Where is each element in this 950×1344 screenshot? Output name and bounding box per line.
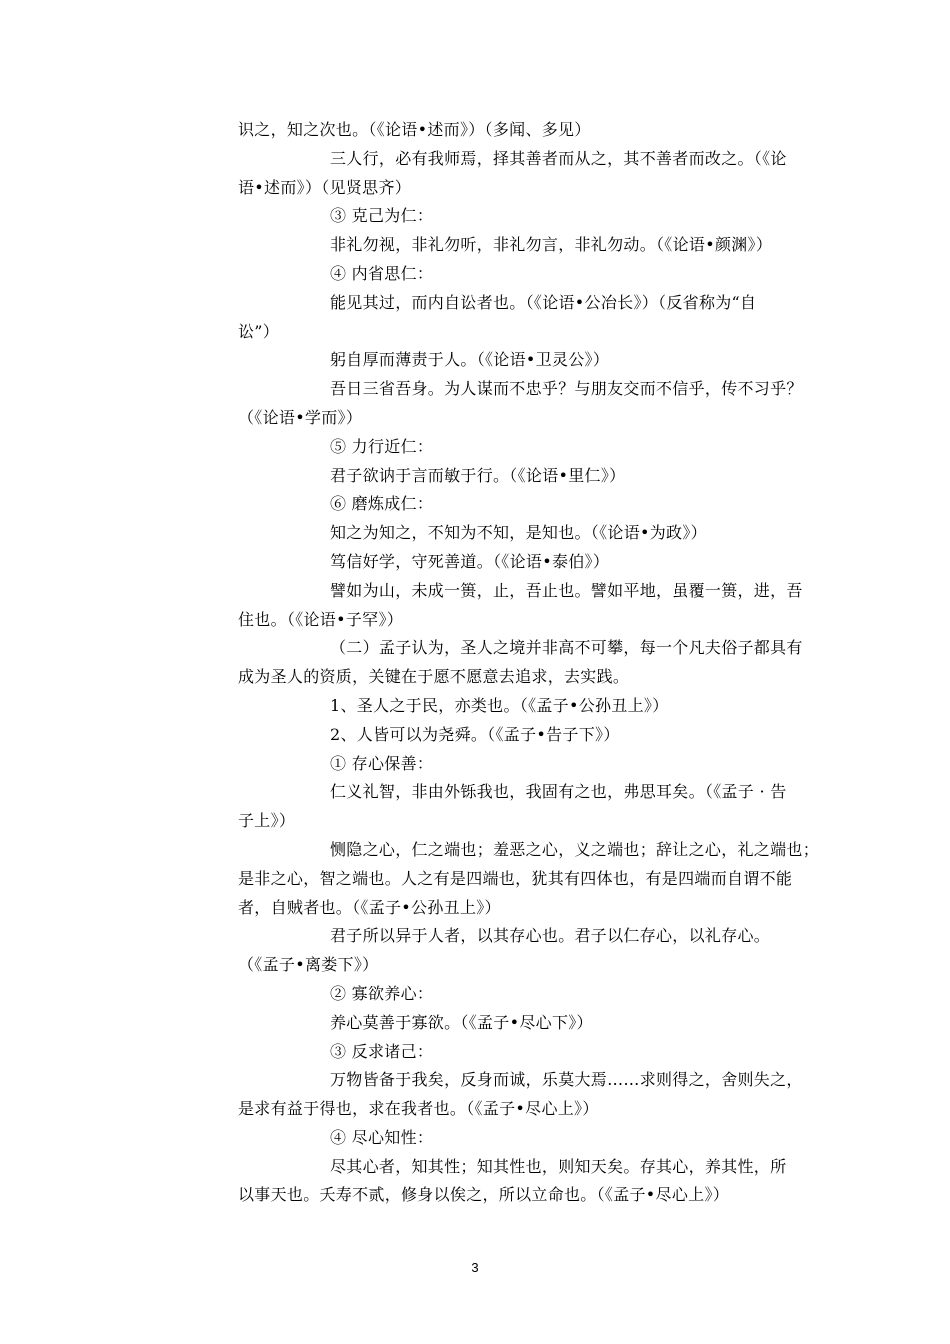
text-line: ⑤ 力行近仁： [330,436,434,456]
text-line: ④ 尽心知性： [330,1127,434,1147]
text-line: 尽其心者，知其性；知其性也，则知天矣。存其心，养其性，所 [330,1156,787,1176]
text-line: 知之为知之，不知为不知，是知也。（《论语•为政》） [330,523,707,543]
text-line: 识之，知之次也。（《论语•述而》）（多闻、多见） [238,120,591,139]
text-line: 1、圣人之于民，亦类也。（《孟子•公孙丑上》） [330,695,669,715]
text-line: 君子欲讷于言而敏于行。（《论语•里仁》） [330,465,626,485]
text-line: 非礼勿视，非礼勿听，非礼勿言，非礼勿动。（《论语•颜渊》） [330,235,773,255]
text-line: 笃信好学，守死善道。（《论语•泰伯》） [330,551,610,571]
text-line: 譬如为山，未成一篑，止，吾止也。譬如平地，虽覆一篑，进，吾 [330,580,803,600]
text-line: 三人行，必有我师焉，择其善者而从之，其不善者而改之。（《论 [330,148,787,168]
text-line: 是非之心，智之端也。人之有是四端也，犹其有四体也，有是四端而自谓不能 [238,868,793,888]
text-line: （《论语•学而》） [238,407,363,427]
text-line: 君子所以异于人者，以其存心也。君子以仁存心，以礼存心。 [330,926,771,946]
document-page [238,116,828,1210]
text-line: 躬自厚而薄责于人。（《论语•卫灵公》） [330,350,610,370]
text-line: （二）孟子认为，圣人之境并非高不可攀，每一个凡夫俗子都具有 [330,638,803,658]
text-line: 讼”） [238,321,280,341]
text-line: 语•述而》）（见贤思齐） [238,177,412,197]
text-line: 2、人皆可以为尧舜。（《孟子•告子下》） [330,724,620,744]
text-line: 恻隐之心，仁之端也；羞恶之心，义之端也；辞让之心，礼之端也； [330,839,820,859]
text-line: （《孟子•离娄下》） [238,955,379,975]
text-line: ① 存心保善： [330,753,434,773]
text-line: 仁义礼智，非由外铄我也，我固有之也，弗思耳矣。（《孟子 · 告 [330,782,787,802]
text-line: 子上》） [238,811,296,831]
text-line: 者，自贼者也。（《孟子•公孙丑上》） [238,897,501,917]
text-line: 是求有益于得也，求在我者也。（《孟子•尽心上》） [238,1099,599,1119]
text-line: ③ 克己为仁： [330,206,434,226]
text-line: 养心莫善于寡欲。（《孟子•尽心下》） [330,1012,593,1032]
text-line: ③ 反求诸己： [330,1041,434,1061]
text-line: ⑥ 磨炼成仁： [330,494,434,514]
text-line: ④ 内省思仁： [330,263,434,283]
page-number: 3 [471,1260,479,1275]
text-line: 住也。（《论语•子罕》） [238,609,404,629]
text-line: 能见其过，而内自讼者也。（《论语•公冶长》）（反省称为“自 [330,292,757,312]
text-line: 吾日三省吾身。为人谋而不忠乎？与朋友交而不信乎，传不习乎？ [330,379,803,399]
text-line: 成为圣人的资质，关键在于愿不愿意去追求，去实践。 [238,667,630,687]
text-line: 以事天也。夭寿不贰，修身以俟之，所以立命也。（《孟子•尽心上》） [238,1185,730,1205]
text-line: 万物皆备于我矣，反身而诚，乐莫大焉……求则得之，舍则失之， [330,1070,803,1090]
text-line: ② 寡欲养心： [330,983,434,1003]
